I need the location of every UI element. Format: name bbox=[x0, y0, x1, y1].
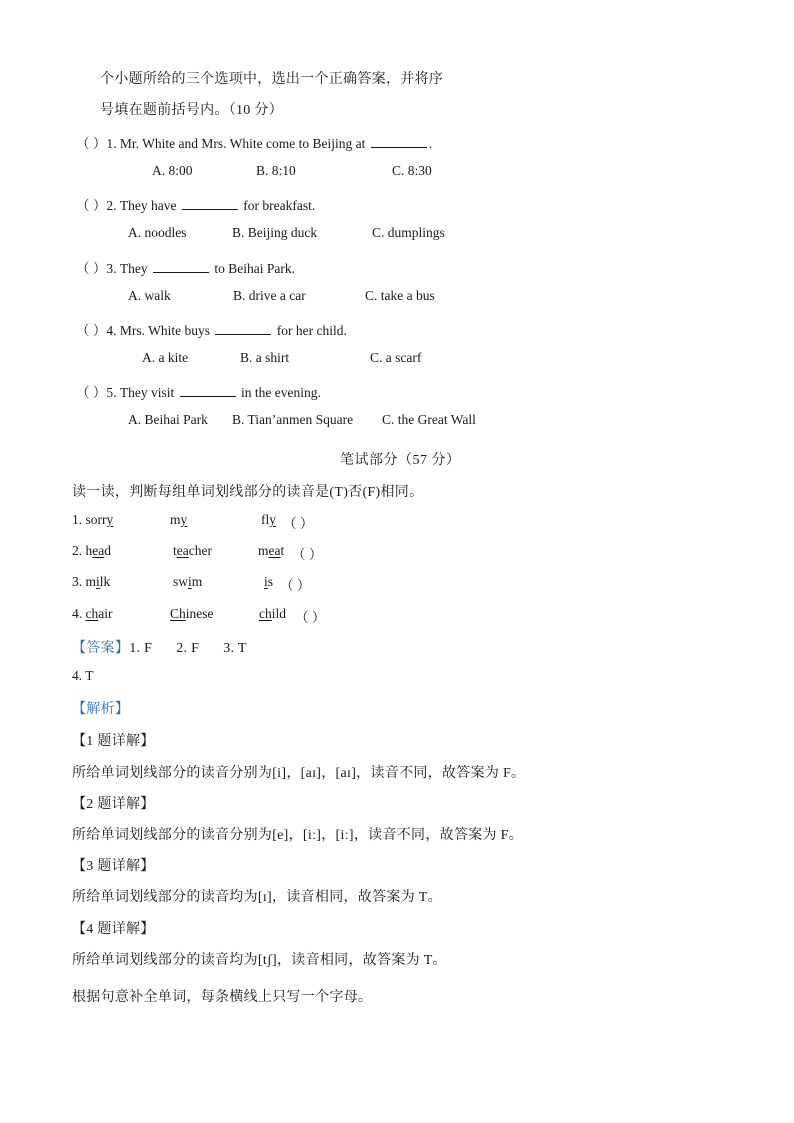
option-a: A. noodles bbox=[128, 225, 187, 240]
word-1: head bbox=[85, 543, 111, 558]
word-3: is bbox=[264, 574, 274, 589]
answer-bracket[interactable]: （ ） bbox=[76, 385, 107, 400]
phonics-instruction: 读一读，判断每组单词划线部分的读音是(T)否(F)相同。 bbox=[72, 485, 424, 500]
fill-blank bbox=[182, 196, 238, 210]
question-text-pre: 1. Mr. White and Mrs. White come to Beijing at bbox=[106, 136, 369, 151]
answer-line bbox=[72, 637, 247, 657]
detail-text-2: 所给单词划线部分的读音分别为[e]，[iː]，[iː]，读音不同，故答案为 F。 bbox=[72, 828, 524, 843]
answer-paren[interactable]: （ ） bbox=[283, 516, 314, 531]
word-2: my bbox=[170, 512, 188, 527]
question-3 bbox=[76, 257, 295, 277]
option-c: C. a scarf bbox=[370, 350, 422, 365]
question-text-pre: 3. They bbox=[106, 261, 151, 276]
question-1 bbox=[76, 132, 432, 152]
question-text-post: to Beihai Park. bbox=[211, 261, 295, 276]
answer-label: 【答案】 bbox=[72, 641, 130, 656]
word-1: sorry bbox=[85, 512, 114, 527]
question-text-pre: 2. They have bbox=[106, 198, 180, 213]
option-a: A. Beihai Park bbox=[128, 412, 208, 427]
fill-blank bbox=[215, 321, 271, 335]
option-a: A. a kite bbox=[142, 350, 189, 365]
phonics-row-1 bbox=[72, 512, 113, 528]
detail-title-3: 【3 题详解】 bbox=[72, 859, 155, 874]
answer-paren[interactable]: （ ） bbox=[295, 610, 326, 625]
option-b: B. a shirt bbox=[240, 350, 290, 365]
answer-paren[interactable]: （ ） bbox=[280, 578, 311, 593]
word-3: child bbox=[259, 606, 287, 621]
fill-blank bbox=[371, 134, 427, 148]
word-1: chair bbox=[85, 606, 113, 621]
option-a: A. 8:00 bbox=[152, 163, 193, 178]
word-1: milk bbox=[85, 574, 111, 589]
question-4 bbox=[76, 319, 347, 339]
option-b: B. Tian’anmen Square bbox=[232, 412, 354, 427]
detail-title-2: 【2 题详解】 bbox=[72, 797, 155, 812]
answer-bracket[interactable]: （ ） bbox=[76, 323, 107, 338]
answer-item: 3. T bbox=[223, 641, 247, 656]
detail-text-1: 所给单词划线部分的读音分别为[i]，[aɪ]，[aɪ]，读音不同，故答案为 F。 bbox=[72, 766, 526, 781]
option-b: B. drive a car bbox=[233, 288, 306, 303]
section-title: 笔试部分（57 分） bbox=[340, 453, 461, 468]
row-number: 1. bbox=[72, 512, 86, 527]
detail-title-1: 【1 题详解】 bbox=[72, 734, 155, 749]
answer-item: 2. F bbox=[176, 641, 200, 656]
option-c: C. dumplings bbox=[372, 225, 445, 240]
answer-bracket[interactable]: （ ） bbox=[76, 261, 107, 276]
question-text-post: in the evening. bbox=[237, 385, 321, 400]
answer-bracket[interactable]: （ ） bbox=[76, 136, 107, 151]
detail-title-4: 【4 题详解】 bbox=[72, 922, 155, 937]
row-number: 4. bbox=[72, 606, 86, 621]
answer-bracket[interactable]: （ ） bbox=[76, 198, 107, 213]
phonics-row-2 bbox=[72, 543, 111, 559]
word-2: swim bbox=[173, 574, 203, 589]
question-2 bbox=[76, 194, 315, 214]
question-text-pre: 4. Mrs. White buys bbox=[106, 323, 214, 338]
question-5 bbox=[76, 381, 321, 401]
option-a: A. walk bbox=[128, 288, 171, 303]
word-2: Chinese bbox=[170, 606, 214, 621]
detail-text-3: 所给单词划线部分的读音均为[ɪ]，读音相同，故答案为 T。 bbox=[72, 890, 442, 905]
question-text-post: . bbox=[428, 136, 433, 151]
answer-item-4: 4. T bbox=[72, 668, 94, 683]
fill-blank bbox=[153, 259, 209, 273]
word-3: meat bbox=[258, 543, 285, 558]
intro-line-1: 个小题所给的三个选项中，选出一个正确答案，并将序 bbox=[100, 72, 444, 87]
phonics-row-4 bbox=[72, 606, 113, 622]
fill-blank bbox=[180, 383, 236, 397]
row-number: 2. bbox=[72, 543, 86, 558]
intro-line-2: 号填在题前括号内。（10 分） bbox=[100, 103, 283, 118]
word-2: teacher bbox=[173, 543, 212, 558]
option-b: B. 8:10 bbox=[256, 163, 296, 178]
word-3: fly bbox=[261, 512, 276, 527]
answer-paren[interactable]: （ ） bbox=[292, 547, 323, 562]
option-c: C. 8:30 bbox=[392, 163, 432, 178]
option-c: C. the Great Wall bbox=[382, 412, 476, 427]
question-text-pre: 5. They visit bbox=[106, 385, 178, 400]
answer-item: 1. F bbox=[129, 641, 153, 656]
detail-text-4: 所给单词划线部分的读音均为[tʃ]，读音相同，故答案为 T。 bbox=[72, 953, 447, 968]
question-text-post: for her child. bbox=[273, 323, 347, 338]
option-b: B. Beijing duck bbox=[232, 225, 318, 240]
option-c: C. take a bus bbox=[365, 288, 435, 303]
question-text-post: for breakfast. bbox=[239, 198, 316, 213]
phonics-row-3 bbox=[72, 574, 110, 590]
final-instruction: 根据句意补全单词，每条横线上只写一个字母。 bbox=[72, 990, 373, 1005]
row-number: 3. bbox=[72, 574, 86, 589]
analysis-label: 【解析】 bbox=[72, 702, 130, 717]
